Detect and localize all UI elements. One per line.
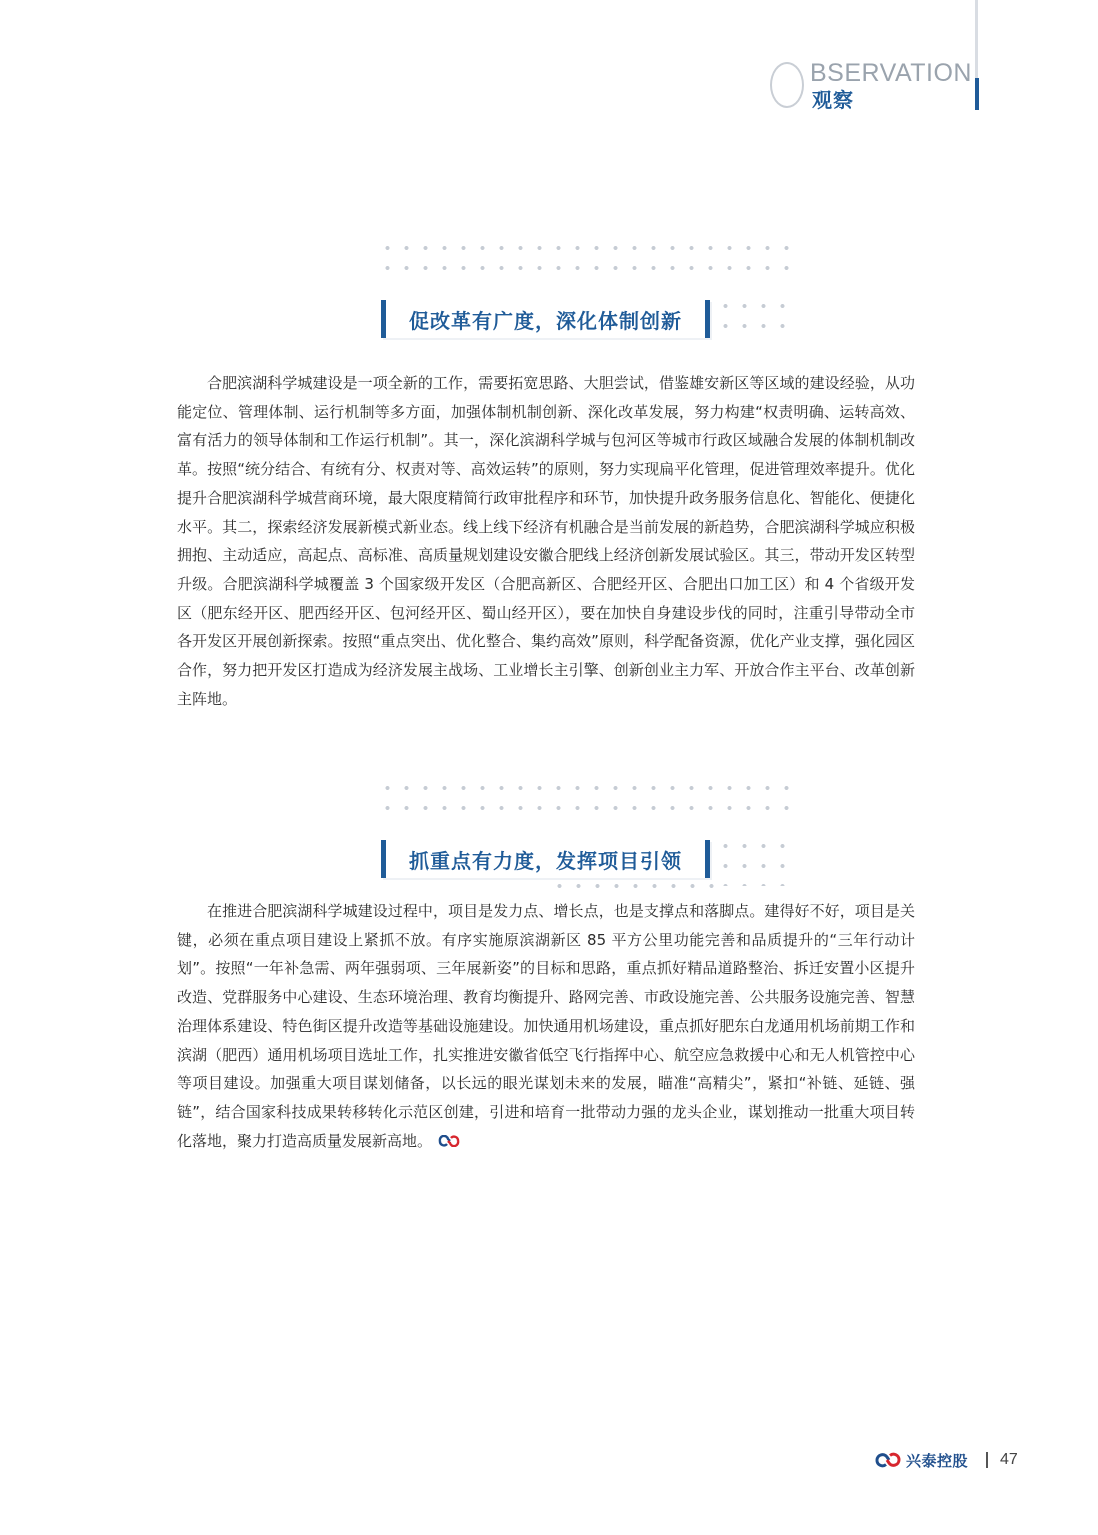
dot-pattern bbox=[378, 778, 790, 824]
header-initial-circle bbox=[770, 62, 804, 108]
dot-pattern bbox=[378, 238, 790, 284]
xingtai-logo-icon bbox=[438, 1135, 460, 1147]
body-paragraph bbox=[177, 369, 915, 713]
dot-pattern bbox=[716, 836, 790, 886]
paragraph-text: 在推进合肥滨湖科学城建设过程中，项目是发力点、增长点，也是支撑点和落脚点。建得好不好，项目是关键，必须在重点项目建设上紧抓不放。有序实施原滨湖新区 85 平方公里功能完善和品质提升的“三年行动计划”。按照“一年补急需、两年强弱项、三年展新姿”的目标和思路，重点抓好精品道路整治、拆迁安置小区提升改造、党群服务中心建设、生态环境治理、教育均衡提升、路网完善、市政设施完善、公共服务设施完善、智慧治理体系建设、特色街区提升改造等基础设施建设。加快通用机场建设，重点抓好肥东白龙通用机场前期工作和滨湖（肥西）通用机场项目选址工作，扎实推进安徽省低空飞行指挥中心、航空应急救援中心和无人机管控中心等项目建设。加强重大项目谋划储备，以长远的眼光谋划未来的发展，瞄准“高精尖”，紧扣“补链、延链、强链”，结合国家科技成果转移转化示范区创建，引进和培育一批带动力强的龙头企业，谋划推动一批重大项目转化落地，聚力打造高质量发展新高地。 bbox=[177, 902, 915, 1150]
section-title-box bbox=[381, 840, 710, 878]
section-title-box bbox=[381, 300, 710, 338]
header-divider-line bbox=[975, 0, 978, 80]
paragraph-text: 合肥滨湖科学城建设是一项全新的工作，需要拓宽思路、大胆尝试，借鉴雄安新区等区域的建设经验，从功能定位、管理体制、运行机制等多方面，加强体制机制创新、深化改革发展，努力构建“权责明确、运转高效、富有活力的领导体制和工作运行机制”。其一，深化滨湖科学城与包河区等城市行政区域融合发展的体制机制改革。按照“统分结合、有统有分、权责对等、高效运转”的原则，努力实现扁平化管理，促进管理效率提升。优化提升合肥滨湖科学城营商环境，最大限度精简行政审批程序和环节，加快提升政务服务信息化、智能化、便捷化水平。其二，探索经济发展新模式新业态。线上线下经济有机融合是当前发展的新趋势，合肥滨湖科学城应积极拥抱、主动适应，高起点、高标准、高质量规划建设安徽合肥线上经济创新发展试验区。其三，带动开发区转型升级。合肥滨湖科学城覆盖 3 个国家级开发区（合肥高新区、合肥经开区、合肥出口加工区）和 4 个省级开发区（肥东经开区、肥西经开区、包河经开区、蜀山经开区），要在加快自身建设步伐的同时，注重引导带动全市各开发区开展创新探索。按照“重点突出、优化整合、集约高效”原则，科学配备资源，优化产业支撑，强化园区合作，努力把开发区打造成为经济发展主战场、工业增长主引擎、创新创业主力军、开放合作主平台、改革创新主阵地。 bbox=[177, 374, 915, 708]
footer-divider bbox=[986, 1452, 988, 1468]
dot-pattern bbox=[550, 876, 720, 890]
section-label: 观察 bbox=[812, 88, 854, 112]
section-title: 抓重点有力度，发挥项目引领 bbox=[409, 848, 682, 873]
page-footer bbox=[874, 1448, 1018, 1472]
section-title: 促改革有广度，深化体制创新 bbox=[409, 308, 682, 333]
body-paragraph bbox=[177, 897, 915, 1155]
dot-pattern bbox=[716, 296, 790, 342]
xingtai-logo-icon bbox=[874, 1451, 902, 1469]
footer-brand: 兴泰控股 bbox=[906, 1451, 969, 1470]
header-word: BSERVATION bbox=[810, 59, 972, 87]
page-number: 47 bbox=[1000, 1451, 1018, 1468]
header-accent-bar bbox=[975, 78, 979, 110]
